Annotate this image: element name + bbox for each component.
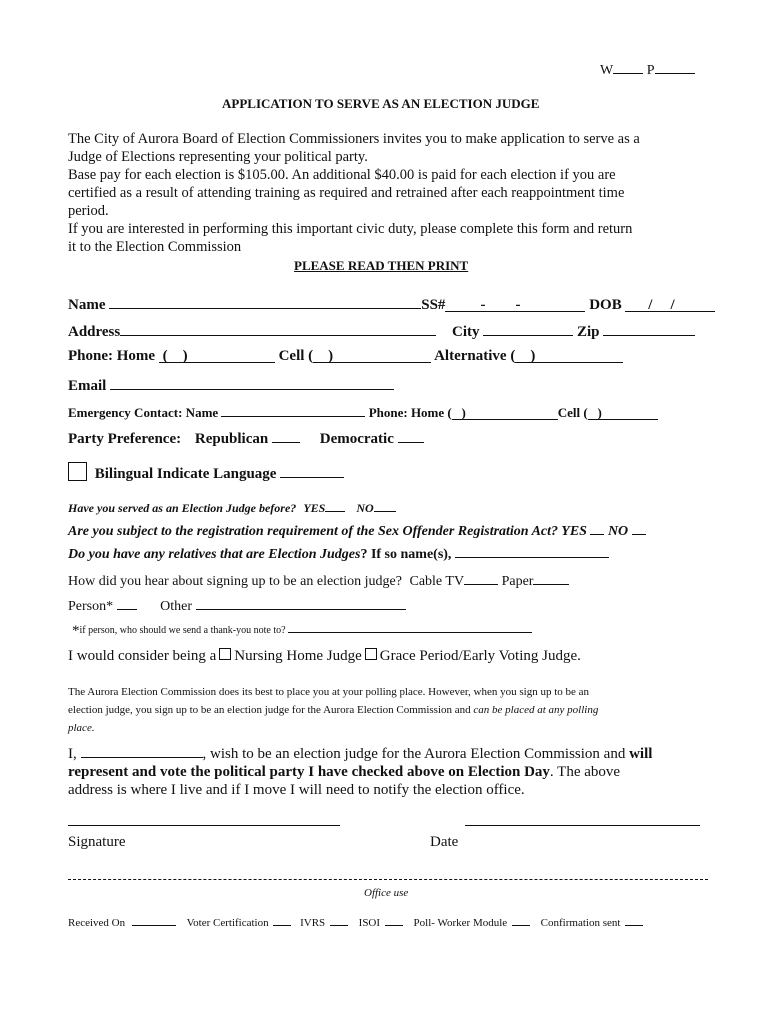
bilingual-checkbox[interactable] [68,462,87,481]
cable-field[interactable] [464,570,498,585]
voter-cert-field[interactable] [273,914,291,926]
confirmation-field[interactable] [625,914,643,926]
received-field[interactable] [132,914,176,926]
city-label: City [452,324,480,340]
yes-label: YES [303,501,326,515]
placement-notice: The Aurora Election Commission does its best to place you at your polling place. However, when you sign up to be an election judge, you sign up to be an election judge for the Aurora Election Commission and can be placed at any polling place. [68,686,599,734]
relatives-tail: ? If so name(s), [360,547,452,562]
person-row [68,595,406,615]
emergency-phone-label: Phone: Home ( [368,405,452,420]
zip-field[interactable] [603,321,695,336]
relatives-row [68,545,609,563]
language-field[interactable] [280,463,344,478]
date-label: Date [430,834,459,850]
alternative-field[interactable]: ) [515,348,623,363]
paper-label: Paper [501,574,534,589]
grace-period-checkbox[interactable] [365,648,377,660]
phone-home-field[interactable]: ( ) [159,348,275,363]
emergency-cell-field[interactable]: ) [588,405,658,420]
ivrs-label: IVRS [300,917,326,929]
paper-field[interactable] [533,570,569,585]
emergency-name-field[interactable] [221,402,365,417]
other-label: Other [160,599,193,614]
address-row [68,321,695,341]
served-before-question: Have you served as an Election Judge before? [68,501,297,515]
person-label: Person* [68,599,114,614]
address-field[interactable] [120,321,436,336]
person-field[interactable] [117,595,137,610]
p-label: P [646,63,655,78]
w-label: W [600,63,614,78]
thank-you-field[interactable] [288,622,532,633]
office-divider [68,879,708,880]
democratic-label: Democratic [319,431,394,447]
heard-row [68,570,569,590]
intro-line: The City of Aurora Board of Election Commissioners invites you to make application to serve as a [68,131,640,147]
intro-line: certified as a result of attending training as required and retrained after each reappointment time [68,185,625,201]
name-field[interactable] [109,294,421,309]
office-use-title: Office use [364,887,409,899]
served-yes-field[interactable] [325,497,345,512]
relatives-field[interactable] [455,545,609,558]
consider-lead: I would consider being a [68,648,217,664]
cell-label: Cell ( [278,348,314,364]
no-label: NO [356,501,374,515]
intro-line: Base pay for each election is $105.00. An additional $40.00 is paid for each election if you are [68,167,616,183]
asterisk: * [72,623,80,639]
intro-line: Judge of Elections representing your political party. [68,149,368,165]
zip-label: Zip [577,324,600,340]
republican-label: Republican [194,431,269,447]
heard-question: How did you hear about signing up to be an election judge? [68,574,402,589]
office-use-row [68,914,643,929]
p-field[interactable] [655,59,695,74]
email-row [68,375,394,395]
name-row [68,294,715,314]
intro-paragraph [68,130,708,256]
nursing-home-label: Nursing Home Judge [234,648,362,664]
consider-row [68,648,581,665]
emergency-row: Emergency Contact: Name Phone: Home ( ) Cell ( ) [68,402,658,421]
email-field[interactable] [110,375,394,390]
served-no-field[interactable] [374,497,396,512]
bilingual-row [68,462,344,483]
intro-line: period. [68,203,109,219]
party-label: Party Preference: [68,431,182,447]
cell-field[interactable]: ) [313,348,431,363]
sex-offender-row [68,520,646,540]
page-title: APPLICATION TO SERVE AS AN ELECTION JUDGE [222,96,540,111]
relatives-question: Do you have any relatives that are Election Judges [68,547,361,562]
signature-label: Signature [68,834,126,850]
w-field[interactable] [613,59,643,74]
offender-yes-field[interactable] [590,520,604,535]
cable-label: Cable TV [409,574,465,589]
emergency-cell-label: Cell ( [557,405,588,420]
received-label: Received On [68,917,126,929]
no-label: NO [607,524,629,539]
pledge-paragraph: I, , wish to be an election judge for the Aurora Election Commission and will represent and vote the political party I have checked above on Election Day. The above address is where I live and if I move I will need to notify the election office. [68,743,652,799]
name-label: Name [68,297,106,313]
sex-offender-question: Are you subject to the registration requirement of the Sex Offender Registration Act? YES [68,524,587,539]
intro-line: If you are interested in performing this important civic duty, please complete this form and return [68,221,633,237]
city-field[interactable] [483,321,573,336]
democratic-field[interactable] [398,428,424,443]
print-instruction: PLEASE READ THEN PRINT [294,258,469,273]
thank-you-row [72,622,532,640]
party-row [68,428,424,448]
voter-cert-label: Voter Certification [186,917,269,929]
poll-worker-label: Poll- Worker Module [413,917,508,929]
isoi-label: ISOI [358,917,381,929]
emergency-name-label: Emergency Contact: Name [68,405,219,420]
pledge-name-field[interactable] [81,743,203,758]
intro-line: it to the Election Commission [68,239,242,255]
poll-worker-field[interactable] [512,914,530,926]
ss-field[interactable]: -- [445,297,585,312]
thank-you-question: if person, who should we send a thank-you note to? [79,625,286,636]
grace-period-label: Grace Period/Early Voting Judge. [379,648,581,664]
republican-field[interactable] [272,428,300,443]
phone-row [68,348,623,365]
date-line[interactable] [465,825,700,826]
dob-label: DOB [589,297,622,313]
signature-line[interactable] [68,825,340,826]
served-before-row [68,497,396,516]
other-field[interactable] [196,595,406,610]
alternative-label: Alternative ( [434,348,516,364]
bilingual-label: Bilingual Indicate Language [94,466,277,482]
nursing-home-checkbox[interactable] [219,648,231,660]
dob-field[interactable]: // [625,297,715,312]
isoi-field[interactable] [385,914,403,926]
phone-home-label: Phone: Home [68,348,156,364]
ss-label: SS# [421,297,446,313]
email-label: Email [68,378,107,394]
offender-no-field[interactable] [632,520,646,535]
ivrs-field[interactable] [330,914,348,926]
office-codes [600,59,695,79]
confirmation-label: Confirmation sent [540,917,621,929]
address-label: Address [68,324,121,340]
